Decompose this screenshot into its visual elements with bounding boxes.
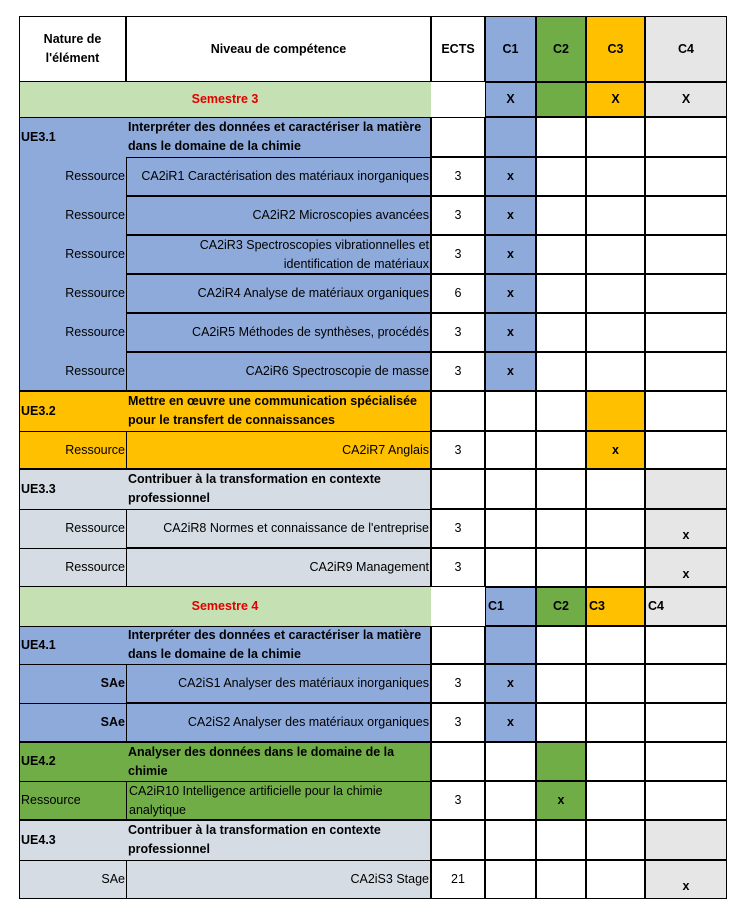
item-c1-mark	[485, 274, 536, 313]
ue-title	[126, 117, 431, 157]
ue-code-text: UE4.3	[21, 832, 56, 847]
item-nature-text: Ressource	[65, 325, 125, 339]
semester3-c3	[586, 82, 645, 117]
item-nature	[19, 431, 126, 469]
item-nature-text: Ressource	[65, 560, 125, 574]
item-name-text: CA2iR3 Spectroscopies vibrationnelles et identification de matériaux	[199, 237, 429, 271]
item-nature-text: Ressource	[65, 286, 125, 300]
item-c4-mark	[645, 431, 727, 469]
item-nature-text: Ressource	[65, 169, 125, 183]
item-nature-text: SAe	[100, 676, 125, 690]
item-c2-mark	[536, 274, 586, 313]
item-name	[126, 703, 431, 742]
item-c2-mark	[536, 352, 586, 391]
semester4-c2	[536, 587, 586, 626]
ue-ects-empty	[431, 742, 485, 781]
item-c3-mark	[586, 235, 645, 274]
row-divider	[126, 196, 431, 197]
item-name	[126, 274, 431, 313]
item-ects-text: 3	[454, 560, 462, 574]
item-name-text: CA2iR6 Spectroscopie de masse	[245, 364, 429, 378]
item-c3-mark	[586, 352, 645, 391]
row-divider	[19, 860, 431, 861]
item-c1-mark-text: x	[507, 364, 514, 378]
item-c1-mark	[485, 548, 536, 587]
item-nature	[19, 352, 126, 391]
item-c4-mark-text: x	[682, 528, 690, 542]
item-c2-mark	[536, 235, 586, 274]
item-ects	[431, 313, 485, 352]
item-c2-mark	[536, 196, 586, 235]
ue-code-text: UE4.1	[21, 637, 56, 652]
item-c2-mark	[536, 548, 586, 587]
item-c1-mark	[485, 664, 536, 703]
item-c2-mark	[536, 781, 586, 820]
item-c1-mark	[485, 313, 536, 352]
header-c1-text: C1	[502, 41, 519, 56]
ue-code	[19, 820, 126, 860]
item-name-text: CA2iR9 Management	[309, 560, 429, 574]
ue-code	[19, 626, 126, 664]
header-ects-text: ECTS	[441, 41, 475, 56]
semester4-c4	[645, 587, 727, 626]
ue-title	[126, 469, 431, 509]
ue-code	[19, 742, 126, 781]
item-ects	[431, 274, 485, 313]
item-ects	[431, 235, 485, 274]
ue-ects-empty	[431, 117, 485, 157]
ue-title-text: Contribuer à la transformation en contexte professionnel	[128, 823, 381, 856]
item-nature	[19, 860, 126, 899]
ue-c3	[586, 820, 645, 860]
ue-code-text: UE3.3	[21, 481, 56, 496]
item-c2-mark-text: x	[557, 793, 565, 807]
item-name-text: CA2iS2 Analyser des matériaux organiques	[187, 715, 429, 729]
item-nature	[19, 196, 126, 235]
row-divider	[126, 313, 431, 314]
item-nature	[19, 509, 126, 548]
item-c4-mark	[645, 157, 727, 196]
item-c4-mark	[645, 235, 727, 274]
item-ects	[431, 781, 485, 820]
item-c3-mark	[586, 664, 645, 703]
item-c3-mark	[586, 509, 645, 548]
row-divider	[19, 431, 431, 432]
ue-c2	[536, 117, 586, 157]
item-c1-mark-text: x	[507, 286, 514, 300]
item-c4-mark	[645, 703, 727, 742]
semester4-c3-text: C3	[589, 599, 605, 613]
ue-c2	[536, 742, 586, 781]
semester3-title	[19, 82, 431, 117]
item-ects	[431, 860, 485, 899]
item-ects	[431, 352, 485, 391]
item-nature-text: Ressource	[65, 521, 125, 535]
ue-c4	[645, 820, 727, 860]
item-nature-text: Ressource	[65, 364, 125, 378]
header-c3	[586, 16, 645, 82]
header-nature	[19, 16, 126, 82]
item-name	[126, 664, 431, 703]
row-divider	[19, 703, 431, 704]
item-ects	[431, 703, 485, 742]
ue-ects-empty	[431, 626, 485, 664]
header-c4	[645, 16, 727, 82]
item-c2-mark	[536, 703, 586, 742]
item-nature-text: SAe	[101, 872, 125, 886]
item-c4-mark	[645, 781, 727, 820]
item-ects-text: 21	[451, 872, 465, 886]
item-c1-mark	[485, 157, 536, 196]
item-ects-text: 3	[454, 676, 462, 690]
item-name-text: CA2iR7 Anglais	[342, 442, 429, 457]
header-nature-text: Nature de l'élément	[43, 32, 102, 65]
item-c4-mark-text: x	[682, 879, 690, 893]
ue-ects-empty	[431, 469, 485, 509]
item-name-text: CA2iR8 Normes et connaissance de l'entreprise	[163, 521, 429, 535]
ue-c1	[485, 391, 536, 431]
item-ects-text: 3	[454, 715, 462, 729]
item-c1-mark	[485, 352, 536, 391]
item-c4-mark-text: x	[682, 567, 690, 581]
ue-c1	[485, 742, 536, 781]
ue-c4	[645, 469, 727, 509]
item-c3-mark	[586, 196, 645, 235]
header-niveau	[126, 16, 431, 82]
item-c2-mark	[536, 431, 586, 469]
header-c2	[536, 16, 586, 82]
semester4-c2-text: C2	[553, 599, 569, 613]
item-c4-mark	[645, 313, 727, 352]
item-c1-mark-text: x	[507, 715, 514, 729]
item-c1-mark	[485, 509, 536, 548]
ue-c3	[586, 469, 645, 509]
item-nature	[19, 548, 126, 587]
ue-code-text: UE4.2	[21, 754, 56, 768]
item-c1-mark	[485, 703, 536, 742]
item-ects	[431, 548, 485, 587]
item-name	[126, 235, 431, 274]
row-divider	[19, 509, 431, 510]
item-c1-mark-text: x	[507, 247, 514, 261]
item-c1-mark-text: x	[507, 676, 514, 690]
item-c3-mark	[586, 703, 645, 742]
item-ects-text: 3	[454, 208, 462, 222]
item-name	[126, 196, 431, 235]
item-c1-mark	[485, 235, 536, 274]
item-c4-mark	[645, 664, 727, 703]
header-c2-text: C2	[553, 41, 569, 56]
item-ects-text: 6	[454, 286, 462, 300]
row-divider	[19, 548, 431, 549]
item-name	[126, 352, 431, 391]
header-c1	[485, 16, 536, 82]
item-c1-mark	[485, 431, 536, 469]
semester3-c1-text: X	[506, 92, 515, 106]
item-c1-mark	[485, 860, 536, 899]
ue-c3	[586, 117, 645, 157]
item-ects-text: 3	[454, 521, 462, 535]
item-name-text: CA2iR5 Méthodes de synthèses, procédés	[192, 325, 429, 339]
ue-code	[19, 391, 126, 431]
item-name-text: CA2iR2 Microscopies avancées	[252, 208, 429, 222]
item-c1-mark-text: x	[507, 325, 514, 339]
item-c3-mark	[586, 548, 645, 587]
row-divider	[126, 352, 431, 353]
header-niveau-text: Niveau de compétence	[210, 41, 347, 56]
ue-title	[126, 742, 431, 781]
item-c2-mark	[536, 157, 586, 196]
semester4-ects-empty	[431, 587, 485, 626]
item-c3-mark	[586, 860, 645, 899]
ue-title	[126, 626, 431, 664]
item-ects	[431, 509, 485, 548]
item-nature	[19, 274, 126, 313]
item-c1-mark-text: x	[507, 208, 514, 222]
item-c3-mark	[586, 313, 645, 352]
ue-code	[19, 117, 126, 157]
semester3-c1	[485, 82, 536, 117]
item-ects	[431, 431, 485, 469]
item-name	[126, 509, 431, 548]
semester3-title-text: Semestre 3	[191, 92, 259, 106]
item-nature-text: Ressource	[65, 442, 125, 457]
semester3-c4	[645, 82, 727, 117]
ue-c3	[586, 626, 645, 664]
ue-ects-empty	[431, 391, 485, 431]
ue-c1	[485, 117, 536, 157]
item-nature	[19, 664, 126, 703]
semester3-c3-text: X	[611, 92, 620, 106]
item-c2-mark	[536, 664, 586, 703]
row-divider	[19, 664, 431, 665]
row-divider	[126, 274, 431, 275]
ue-title-text: Mettre en œuvre une communication spécialisée pour le transfert de connaissances	[128, 394, 417, 427]
item-name	[126, 548, 431, 587]
item-ects	[431, 196, 485, 235]
item-c1-mark-text: x	[507, 169, 514, 183]
item-c1-mark	[485, 196, 536, 235]
item-name-text: CA2iR4 Analyse de matériaux organiques	[197, 286, 429, 300]
header-c4-text: C4	[678, 41, 694, 56]
semester4-c1	[485, 587, 536, 626]
ue-code-text: UE3.1	[21, 129, 56, 144]
item-name	[126, 781, 431, 820]
header-c3-text: C3	[607, 41, 624, 56]
item-c4-mark	[645, 352, 727, 391]
item-nature	[19, 235, 126, 274]
item-c2-mark	[536, 509, 586, 548]
ue-code-text: UE3.2	[21, 403, 56, 418]
item-ects-text: 3	[454, 793, 462, 807]
ue-ects-empty	[431, 820, 485, 860]
item-ects-text: 3	[454, 364, 462, 378]
item-name	[126, 431, 431, 469]
semester3-c2	[536, 82, 586, 117]
item-ects	[431, 157, 485, 196]
item-nature-text: Ressource	[21, 793, 81, 807]
item-nature-text: Ressource	[65, 247, 125, 261]
ue-c2	[536, 391, 586, 431]
ue-c1	[485, 469, 536, 509]
ue-c2	[536, 469, 586, 509]
semester4-c4-text: C4	[648, 599, 664, 613]
item-c3-mark	[586, 781, 645, 820]
item-name-text: CA2iS1 Analyser des matériaux inorganiques	[178, 676, 429, 690]
item-c4-mark	[645, 509, 727, 548]
ue-c3	[586, 391, 645, 431]
item-name	[126, 157, 431, 196]
semester4-c3	[586, 587, 645, 626]
item-ects-text: 3	[454, 442, 462, 457]
ue-c4	[645, 391, 727, 431]
item-ects-text: 3	[454, 325, 462, 339]
item-name	[126, 860, 431, 899]
semester3-ects-empty	[431, 82, 485, 117]
item-c1-mark	[485, 781, 536, 820]
semester4-title-text: Semestre 4	[191, 599, 259, 613]
item-c4-mark	[645, 860, 727, 899]
ue-c4	[645, 742, 727, 781]
item-ects	[431, 664, 485, 703]
ue-title-text: Analyser des données dans le domaine de la chimie	[128, 744, 395, 778]
ue-c1	[485, 820, 536, 860]
item-ects-text: 3	[454, 247, 462, 261]
item-c3-mark	[586, 157, 645, 196]
item-nature	[19, 781, 126, 820]
row-divider	[126, 235, 431, 236]
row-divider	[19, 781, 431, 782]
item-ects-text: 3	[454, 169, 462, 183]
item-c3-mark	[586, 431, 645, 469]
item-nature	[19, 703, 126, 742]
item-c2-mark	[536, 860, 586, 899]
header-ects	[431, 16, 485, 82]
item-name-text: CA2iS3 Stage	[350, 872, 429, 886]
item-name-text: CA2iR10 Intelligence artificielle pour la chimie analytique	[129, 783, 383, 817]
semester4-title	[19, 587, 431, 626]
item-nature-text: SAe	[100, 715, 125, 729]
ue-c1	[485, 626, 536, 664]
ue-c4	[645, 117, 727, 157]
ue-title	[126, 820, 431, 860]
item-c2-mark	[536, 313, 586, 352]
ue-c4	[645, 626, 727, 664]
ue-c3	[586, 742, 645, 781]
ue-title-text: Interpréter des données et caractériser la matière dans le domaine de la chimie	[128, 628, 422, 661]
semester4-c1-text: C1	[488, 599, 504, 613]
ue-code	[19, 469, 126, 509]
ue-title-text: Interpréter des données et caractériser la matière dans le domaine de la chimie	[128, 120, 422, 153]
item-name-text: CA2iR1 Caractérisation des matériaux inorganiques	[141, 169, 429, 183]
competence-table	[19, 16, 727, 899]
ue-c2	[536, 626, 586, 664]
ue-title-text: Contribuer à la transformation en contexte professionnel	[128, 472, 381, 505]
semester3-c4-text: X	[681, 92, 691, 106]
item-c3-mark-text: x	[612, 442, 619, 457]
item-nature-text: Ressource	[65, 208, 125, 222]
item-name	[126, 313, 431, 352]
item-nature	[19, 157, 126, 196]
item-c3-mark	[586, 274, 645, 313]
item-c4-mark	[645, 274, 727, 313]
ue-title	[126, 391, 431, 431]
item-c4-mark	[645, 548, 727, 587]
item-c4-mark	[645, 196, 727, 235]
item-nature	[19, 313, 126, 352]
ue-c2	[536, 820, 586, 860]
row-divider	[126, 157, 431, 158]
